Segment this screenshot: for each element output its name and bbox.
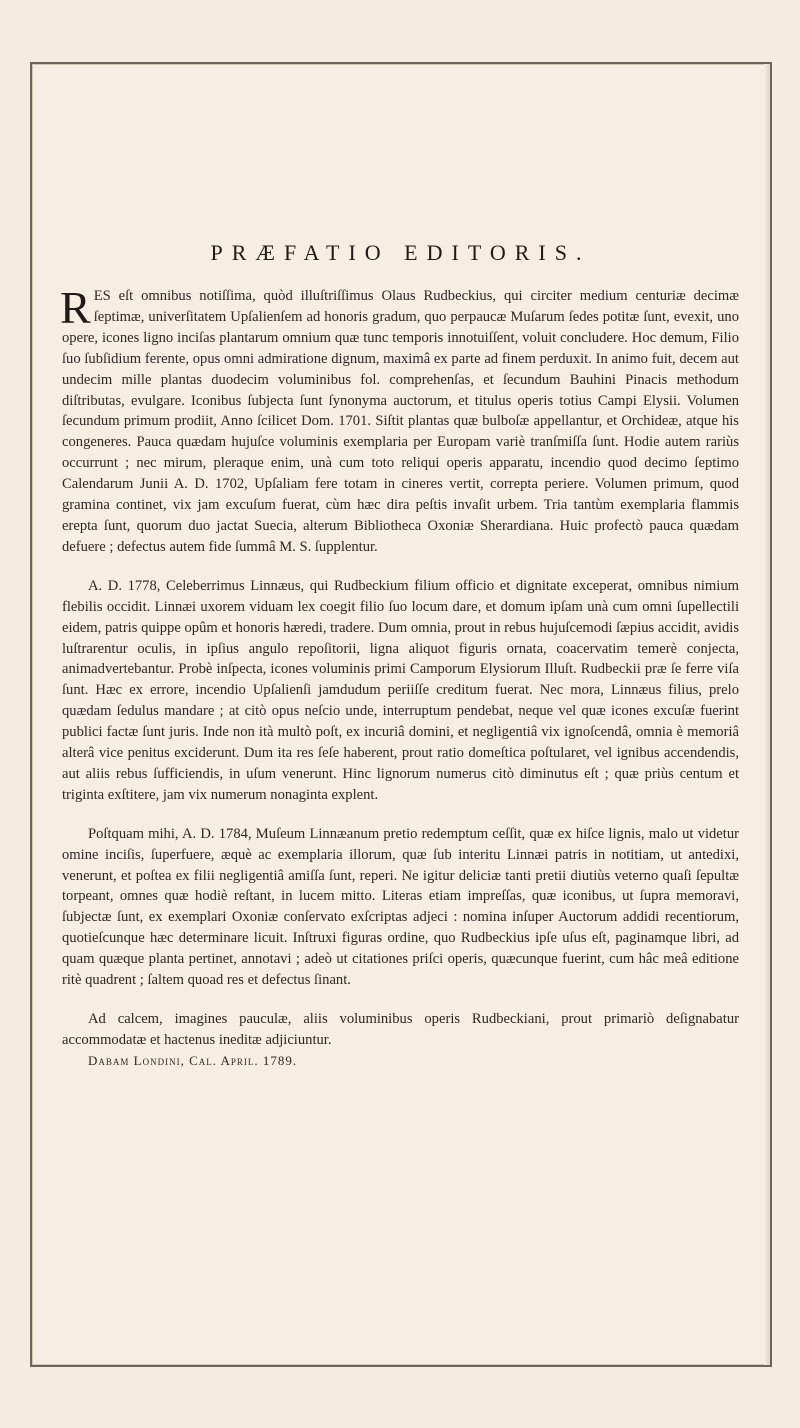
paragraph-4: Ad calcem, imagines pauculæ, aliis voluminibus operis Rudbeckiani, prout primariò deſignabatur accommodatæ et hactenus ineditæ adjiciuntur.: [62, 1011, 739, 1048]
drop-cap: R: [60, 282, 91, 333]
paragraph-2: A. D. 1778, Celeberrimus Linnæus, qui Rudbeckium filium officio et dignitate exceperat, omnibus nimium flebilis occidit. Linnæi uxorem viduam lex coegit filio ſuo locum dare, et domum ipſam unà cum omni ſupellectili eidem, patris quippe opûm et honoris hæredi, tradere. Dum omnia, prout in rebus hujuſcemodi ſæpius accidit, avidis luſtrarentur oculis, in ipſius angulo repoſitorii, ligna aliquot figuris ornata, coacervatim temerè conjecta, animadvertebantur. Probè inſpecta, icones voluminis primi Camporum Elysiorum Illuſt. Rudbeckii præ ſe ferre viſa ſunt. Hæc ex errore, incendio Upſalienſi jamdudum periiſſe creditum fuerat. Nec mora, Linnæus filius, prelo quædam ſedulus mandare ; at citò opus neſcio unde, interruptum pendebat, neque vel quæ icones excuſæ fuerint publici factæ ſunt juris. Inde non ità multò poſt, ex incuriâ domini, et negligentiâ vix ignoſcendâ, omnia è memoriâ alterâ vice penitus exciderunt. Dum ita res ſeſe haberent, prout ratio domeſtica poſtularet, vel ignibus accendendis, aut aliis rebus ſufficiendis, in uſum venerunt. Hinc lignorum numerus citò diminutus eſt ; quæ priùs centum et triginta exſtitere, jam vix numerum nonaginta explent.: [62, 577, 739, 803]
paragraph-1: [60, 282, 739, 558]
dateline: Dabam Londini, Cal. April. 1789.: [88, 1052, 298, 1068]
paragraph-1-text: ES eſt omnibus notiſſima, quòd illuſtriſſimus Olaus Rudbeckius, qui circiter medium centuriæ decimæ ſeptimæ, univerſitatem Upſalienſem ad honoris gradum, quo perpaucæ Muſarum ſedes potitæ ſunt, evexit, uno opere, icones ligno inciſas plantarum omnium quæ tunc temporis innotuiſſent, voluit concludere. Hoc demum, Filio ſuo ſubſidium ferente, opus omni admiratione dignum, maximâ ex parte ad finem perduxit. In animo fuit, decem aut undecim mille plantas duodecim voluminibus fol. comprehenſas, et ſecundum Bauhini Pinacis methodum diſtributas, evulgare. Iconibus ſubjecta ſunt ſynonyma auctorum, et titulus operis totius Campi Elysii. Volumen ſecundum primum prodiit, Anno ſcilicet Dom. 1701. Siſtit plantas quæ bulboſæ appellantur, et Orchideæ, atque his congeneres. Pauca quædam hujuſce voluminis exemplaria per Europam variè tranſmiſſa ſunt. Hodie autem rariùs occurrunt ; nec mirum, pleraque enim, unà cum toto reliqui operis apparatu, incendio quod decimo ſeptimo Calendarum Junii A. D. 1702, Upſaliam fere totam in cineres vertit, correpta periere. Volumen primum, quod gramina continet, vix jam excuſum fuerat, cùm hæc dira peſtis invaſit urbem. Tria tantùm exemplaria flammis erepta ſunt, quorum duo jactat Suecia, alterum Bibliotheca Oxoniæ Sherardiana. Huic profectò pauca quædam defuere ; defectus autem fide ſummâ M. S. ſupplentur.: [62, 288, 739, 555]
page-edge-shadow: [764, 64, 770, 1365]
page-title: PRÆFATIO EDITORIS.: [210, 240, 591, 265]
paragraph-3: Poſtquam mihi, A. D. 1784, Muſeum Linnæanum pretio redemptum ceſſit, quæ ex hiſce lignis, malo ut videtur omine inciſis, ſuperfuere, æquè ac exemplaria illorum, quæ ſub interitu Linnæi patris in notitiam, ut antedixi, venerunt, et poſtea ex filii negligentiâ amiſſa ſunt, reperi. Ne igitur deliciæ tanti pretii diutiùs veterno quaſi ſepultæ torpeant, omnes quæ hodiè reſtant, in lucem mitto. Literas etiam impreſſas, quæ iconibus, ut ſupra memoravi, ſubjectæ ſunt, ex exemplari Oxoniæ conſervato exſcriptas adjeci : nomina inſuper Auctorum addidi recentiorum, quotieſcunque hæc determinare licuit. Inſtruxi figuras ordine, quo Rudbeckius ipſe uſus eſt, paginamque libri, ad quam quæque planta pertinet, annotavi ; adeò ut citationes priſci operis, quæcunque fuerint, cum hâc meâ editione ritè quadrent ; ſaltem quoad res et defectus ſinant.: [62, 825, 739, 989]
document-body: [62, 240, 739, 1069]
